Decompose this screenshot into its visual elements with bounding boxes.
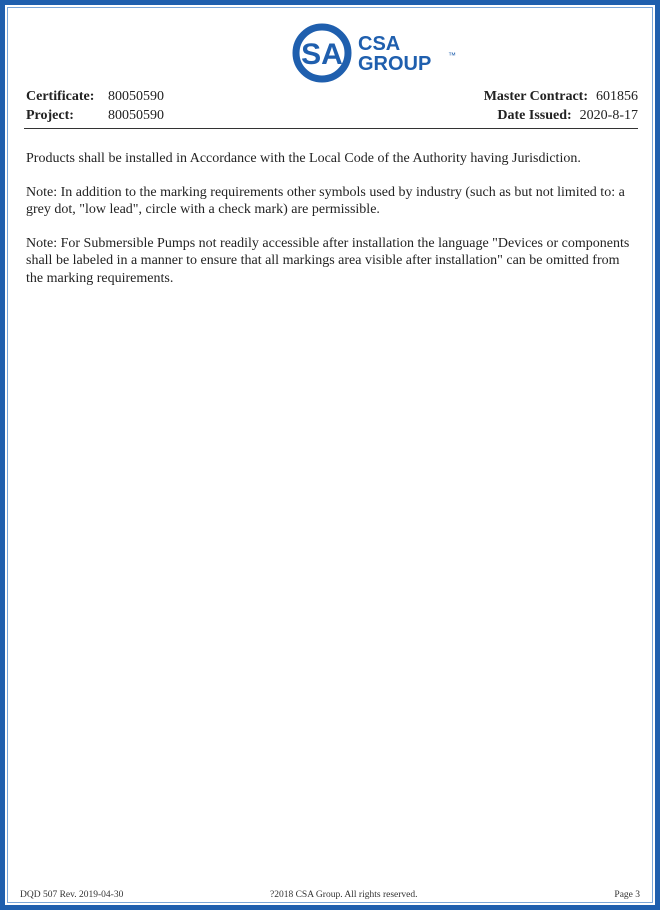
paragraph: Note: For Submersible Pumps not readily accessible after installation the language "Devices or components shall be labeled in a manner to ensure that all markings area visible after installation" can be omitted from the marking requirements.: [26, 235, 630, 286]
master-contract-label: Master Contract:: [483, 89, 588, 104]
csa-group-logo: [292, 22, 462, 84]
footer-copyright: ?2018 CSA Group. All rights reserved.: [270, 890, 418, 900]
header-row-1: [26, 89, 638, 109]
logo-text-group: GROUP: [358, 53, 432, 75]
logo-text-csa: CSA: [358, 33, 401, 55]
footer-page-number: Page 3: [614, 890, 640, 900]
certificate-value: 80050590: [108, 89, 164, 104]
paragraph: Products shall be installed in Accordance with the Local Code of the Authority having Jurisdiction.: [26, 151, 581, 166]
certificate-label: Certificate:: [26, 89, 95, 104]
certificate-field: [26, 89, 164, 105]
master-contract-field: [484, 89, 638, 105]
header-divider: [24, 128, 638, 129]
header-row-2: [26, 108, 638, 128]
project-value: 80050590: [108, 108, 164, 123]
document-body: [26, 150, 636, 303]
date-issued-value: 2020-8-17: [579, 108, 638, 123]
logo-monogram: SA: [301, 38, 343, 71]
date-issued-label: Date Issued:: [497, 108, 572, 123]
logo-trademark: ™: [448, 51, 456, 60]
date-issued-field: [497, 108, 638, 124]
project-field: [26, 108, 164, 124]
project-label: Project:: [26, 108, 74, 123]
paragraph: Note: In addition to the marking requirements other symbols used by industry (such as but not limited to: a grey dot, "low lead", circle with a check mark) are permissible.: [26, 184, 625, 217]
page-footer: [20, 890, 640, 904]
master-contract-value: 601856: [596, 89, 638, 104]
footer-revision: DQD 507 Rev. 2019-04-30: [20, 890, 124, 900]
